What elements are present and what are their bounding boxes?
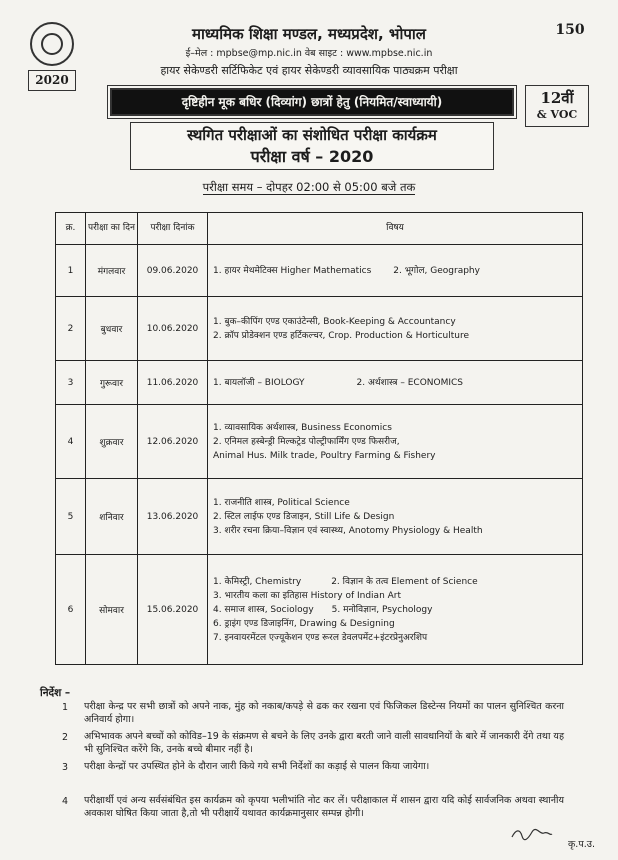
subject-item: 2. क्रॉप प्रोडेक्शन एण्ड हर्टिकल्चर, Crop. Production & Horticulture [213,330,470,341]
class-box [525,85,589,127]
instruction-text: परीक्षा केन्द्रों पर उपस्थित होने के दौरान जारी किये गये सभी निर्देशों का कड़ाई से पालन किया जायेगा। [84,761,430,772]
instruction-text: परीक्षार्थी एवं अन्य सर्वसंबंधित इस कार्यक्रम को कृपया भलीभांति नोट कर लें। परीक्षाकाल में शासन द्वारा यदि कोई सार्वजनिक अथवा स्थानीय अवकाश घोषित किया जाता है,तो भी परीक्षायें यथावत कार्यक्रमानुसार सम्पन्न होगी। [84,795,564,819]
subject-item: 3. शरीर रचना क्रिया–विज्ञान एवं स्वास्थ्य, Anotomy Physiology & Health [213,525,483,536]
class-sub: & VOC [536,108,578,121]
instruction-number: 4 [62,796,69,807]
table-row [56,479,583,555]
row-date: 13.06.2020 [138,479,208,555]
row-serial: 5 [56,479,86,555]
table-row [56,297,583,361]
row-serial: 3 [56,361,86,405]
exam-name: हायर सेकेण्डरी सर्टिफिकेट एवं हायर सेकेण्डरी व्यावसायिक पाठ्यक्रम परीक्षा [160,64,458,77]
contact-line: ई–मेल : mpbse@mp.nic.in वेब साइट : www.mpbse.nic.in [185,48,433,59]
row-serial: 2 [56,297,86,361]
subject-item: 2. भूगोल, Geography [393,265,480,276]
row-serial: 4 [56,405,86,479]
exam-time: परीक्षा समय – दोपहर 02:00 से 05:00 बजे तक [202,180,416,194]
row-date: 09.06.2020 [138,245,208,297]
row-subjects [208,361,583,405]
instruction-number: 1 [62,702,69,713]
row-subjects [208,479,583,555]
table-row [56,405,583,479]
instructions-heading: निर्देश – [40,687,71,699]
row-serial: 6 [56,555,86,665]
subject-item: 7. इनवायरमेंटल एज्यूकेशन एण्ड रूरल डेवलपमेंट+इंटरप्रेनुअरशिप [213,632,428,643]
header-day: परीक्षा का दिन [86,213,138,245]
row-day: शनिवार [86,479,138,555]
row-day: सोमवार [86,555,138,665]
class-label: 12वीं [540,89,574,107]
year-tag: 2020 [28,70,76,91]
header-subject: विषय [208,213,583,245]
subject-item: 3. भारतीय कला का इतिहास History of Indian Art [213,590,402,601]
instruction-number: 3 [62,762,69,773]
header-date: परीक्षा दिनांक [138,213,208,245]
subject-item: 1. केमिस्ट्री, Chemistry [213,576,302,587]
subject-item: 2. अर्थशास्त्र – ECONOMICS [356,377,464,388]
initials: कृ.प.उ. [568,839,595,850]
header-serial: क्र. [56,213,86,245]
instruction-text: अभिभावक अपने बच्चों को कोविड–19 के संक्रमण से बचने के लिए उनके द्वारा बरती जाने वाली सावधानियों के बारे में जानकारी देंगे तथा यह भी सुनिश्चित करेंगे कि, उनके बच्चे बीमार नहीं है। [84,731,564,755]
subject-item: 1. राजनीति शास्त्र, Political Science [213,497,350,508]
row-day: बुधवार [86,297,138,361]
row-date: 10.06.2020 [138,297,208,361]
row-date: 12.06.2020 [138,405,208,479]
title-box [130,122,494,170]
subject-item: 1. हायर मेथमेटिक्स Higher Mathematics [213,265,372,276]
schedule-title: स्थगित परीक्षाओं का संशोधित परीक्षा कार्यक्रम [187,126,437,144]
row-subjects [208,405,583,479]
subject-item: 6. ड्राइंग एण्ड डिजाइनिंग, Drawing & Designing [213,618,395,629]
subject-item: Animal Hus. Milk trade, Poultry Farming & Fishery [213,450,436,461]
subject-item: 1. बायलॉजी – BIOLOGY [213,377,305,388]
table-row [56,555,583,665]
subject-item: 1. व्यावसायिक अर्थशास्त्र, Business Economics [213,422,392,433]
row-date: 11.06.2020 [138,361,208,405]
row-subjects [208,245,583,297]
table-header-row [56,213,583,245]
row-subjects [208,297,583,361]
subject-item: 2. विज्ञान के तत्व Element of Science [331,576,478,587]
row-day: शुक्रवार [86,405,138,479]
subject-item: 2. स्टिल लाईफ एण्ड डिजाइन, Still Life & Design [213,511,395,522]
board-title: माध्यमिक शिक्षा मण्डल, मध्यप्रदेश, भोपाल [192,25,426,43]
row-day: गुरूवार [86,361,138,405]
anniversary-emblem: 150 [555,22,585,38]
subject-item: 5. मनोविज्ञान, Psychology [331,604,433,615]
instruction-text: परीक्षा केन्द्र पर सभी छात्रों को अपने नाक, मुंह को नकाब/कपड़े से ढक कर रखना एवं फिजिकल डिस्टेन्स नियमों का पालन सुनिश्चित करना अनिवार्य होगा। [84,701,564,725]
exam-year: परीक्षा वर्ष – 2020 [250,147,374,166]
row-day: मंगलवार [86,245,138,297]
subject-item: 2. एनिमल हस्बेन्ड्री मिल्कट्रेड पोल्ट्रीफार्मिंग एण्ड फिसरीज, [213,436,400,447]
subject-item: 1. बुक–कीपिंग एण्ड एकाउंटेन्सी, Book-Keeping & Accountancy [213,316,456,327]
table-row [56,245,583,297]
subject-item: 4. समाज शास्त्र, Sociology [213,604,314,615]
instruction-number: 2 [62,732,69,743]
schedule-table [55,212,583,665]
row-date: 15.06.2020 [138,555,208,665]
category-band: दृष्टिहीन मूक बधिर (दिव्यांग) छात्रों हेतु (नियमित/स्वाध्यायी) [110,88,514,116]
table-row [56,361,583,405]
row-subjects [208,555,583,665]
signature [510,827,554,841]
row-serial: 1 [56,245,86,297]
